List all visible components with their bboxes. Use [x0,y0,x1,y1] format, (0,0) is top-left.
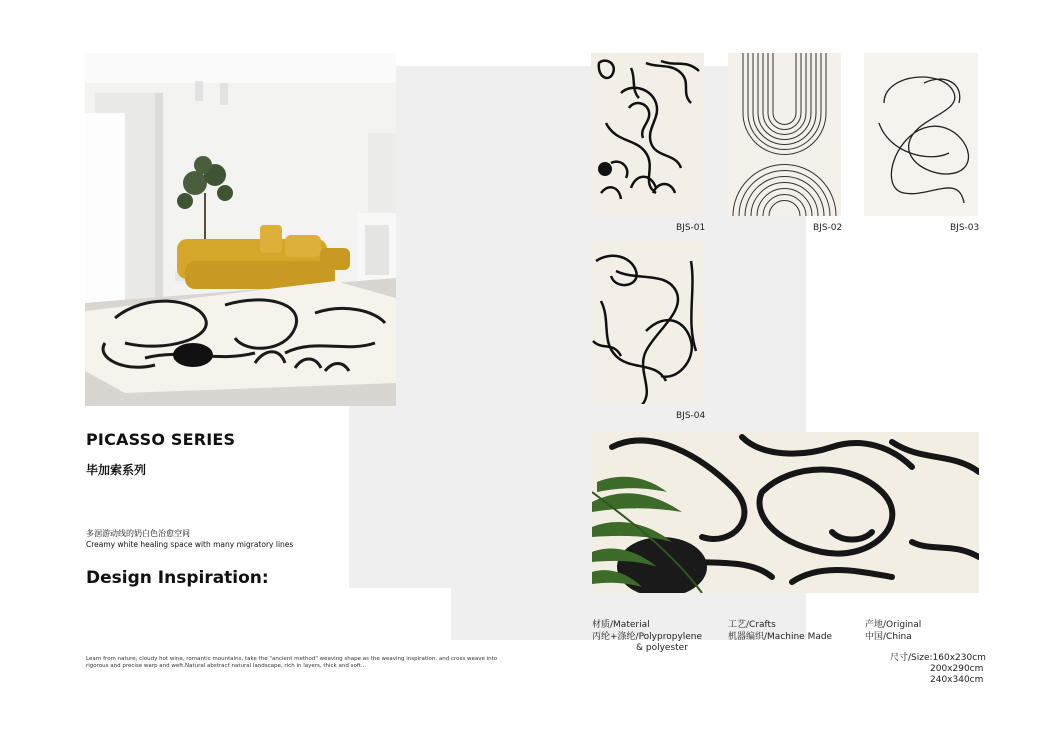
material-label: 材质/Material [592,620,650,630]
inspiration-description: Learn from nature, cloudy hot wine, romantic mountains, take the "ancient method" weaving shape as the weaving inspiration, and cross weave into rigorous and precise warp and weft.Natural abstract natural landscape, rich in layers, thick and soft... [86,656,498,669]
rug-thumbnail-bjs-04 [591,241,703,404]
series-title-en: PICASSO SERIES [86,430,236,449]
material-value-continued: & polyester [636,643,688,653]
tagline-cn: 多洄游动线的奶白色治愈空间 [86,529,190,538]
rug-closeup-photo [592,432,979,593]
crafts-value: 机器编织/Machine Made [728,632,833,642]
size-value-2: 200x290cm [930,664,984,674]
rug-thumbnail-bjs-02 [728,53,841,216]
size-value-1: 尺寸/Size:160x230cm [890,653,986,663]
tagline-en: Creamy white healing space with many migratory lines [86,540,294,549]
code-label-bjs-03: BJS-03 [950,223,980,233]
rug-thumbnail-bjs-01 [591,53,704,216]
origin-value: 中国/China [865,632,912,642]
room-photo [85,53,396,406]
code-label-bjs-02: BJS-02 [813,223,843,233]
code-label-bjs-01: BJS-01 [676,223,706,233]
design-inspiration-heading: Design Inspiration: [86,568,269,588]
rug-thumbnail-bjs-03 [864,53,978,216]
code-label-bjs-04: BJS-04 [676,411,706,421]
origin-label: 产地/Original [865,620,922,630]
series-title-cn: 毕加索系列 [86,463,147,477]
crafts-label: 工艺/Crafts [728,620,776,630]
material-value: 丙纶+涤纶/Polypropylene [592,632,703,642]
size-value-3: 240x340cm [930,675,984,685]
